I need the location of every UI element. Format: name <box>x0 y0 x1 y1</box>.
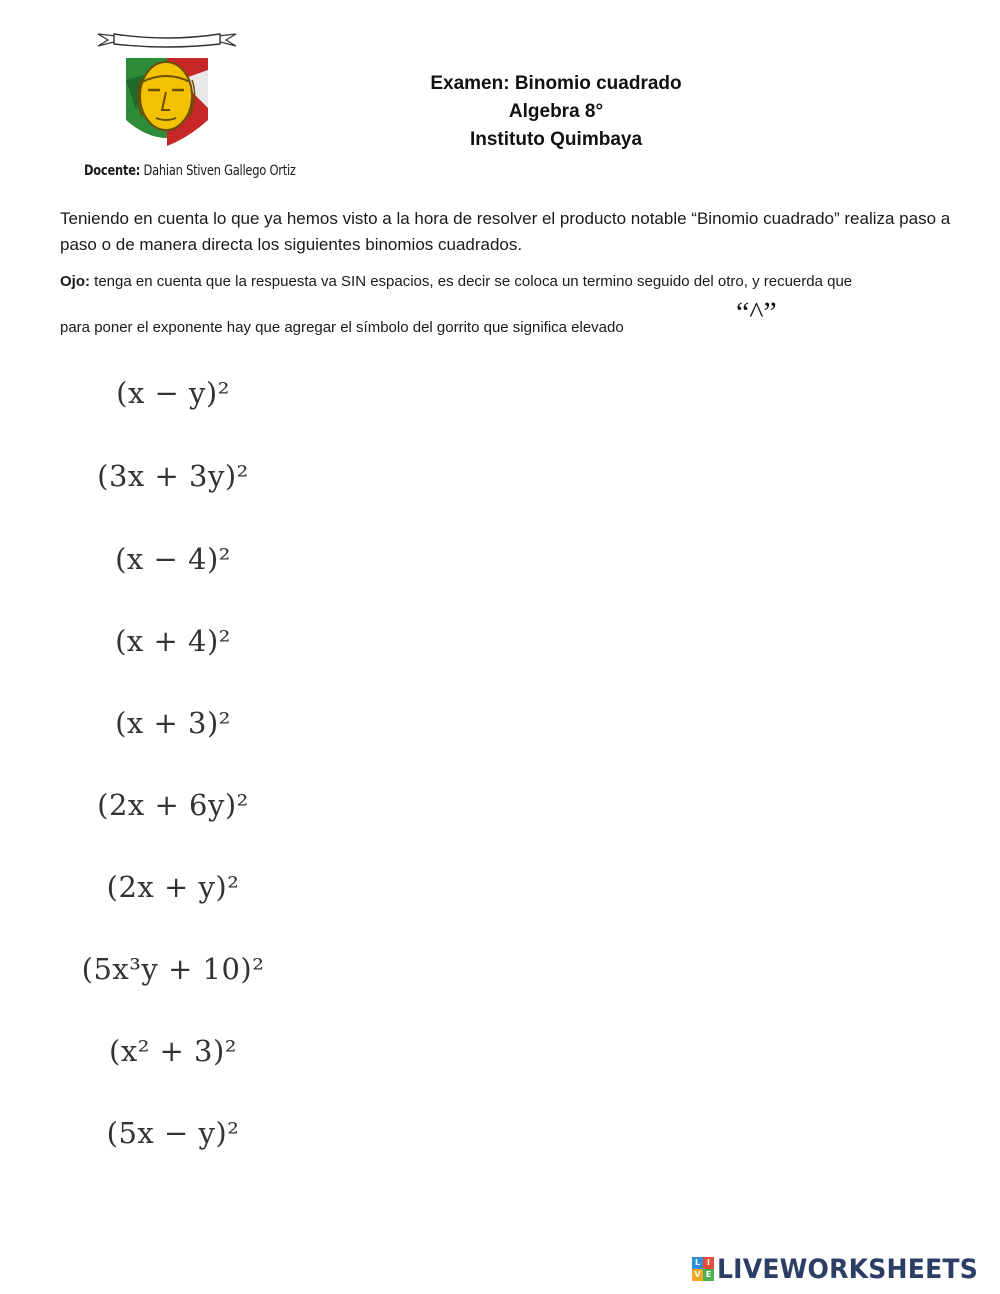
live-icon <box>692 1257 714 1281</box>
school-logo <box>96 30 238 158</box>
note-text-1: tenga en cuenta que la respuesta va SIN espacios, es decir se coloca un termino seguido del otro, y recuerda que <box>90 273 853 290</box>
exercise-9: (x² + 3)² <box>109 1034 237 1068</box>
brand-mark-v: V <box>692 1269 703 1281</box>
note-label: Ojo: <box>60 273 90 290</box>
exercise-8: (5x³y + 10)² <box>81 952 265 986</box>
brand-name: LIVEWORKSHEETS <box>717 1253 978 1285</box>
brand-mark-e: E <box>703 1269 714 1281</box>
exercise-1: (x − y)² <box>116 376 230 410</box>
note-line-1 <box>60 272 960 292</box>
caret-symbol: “^” <box>736 296 777 329</box>
liveworksheets-logo <box>692 1254 998 1284</box>
teacher-label: Docente: <box>84 163 141 179</box>
exercise-2: (3x + 3y)² <box>97 459 249 493</box>
exercise-6: (2x + 6y)² <box>97 788 249 822</box>
exercise-5: (x + 3)² <box>115 706 231 740</box>
exercise-3: (x − 4)² <box>115 542 231 576</box>
exam-institution: Instituto Quimbaya <box>469 129 643 150</box>
teacher-name: Dahian Stiven Gallego Ortiz <box>143 163 296 179</box>
brand-mark-l: L <box>692 1257 703 1269</box>
exam-title-block <box>356 70 756 154</box>
exercise-4: (x + 4)² <box>115 624 231 658</box>
exercise-7: (2x + y)² <box>106 870 240 904</box>
teacher-credit <box>84 163 296 179</box>
exam-title: Examen: Binomio cuadrado <box>430 73 682 94</box>
exam-subject: Algebra 8° <box>508 101 604 122</box>
note-line-2: para poner el exponente hay que agregar el símbolo del gorrito que significa elevado <box>60 319 624 336</box>
exercise-10: (5x − y)² <box>106 1116 240 1150</box>
instructions-paragraph: Teniendo en cuenta lo que ya hemos visto a la hora de resolver el producto notable “Binomio cuadrado” realiza paso a paso o de manera directa los siguientes binomios cuadrados. <box>60 209 951 254</box>
brand-mark-i: I <box>703 1257 714 1269</box>
